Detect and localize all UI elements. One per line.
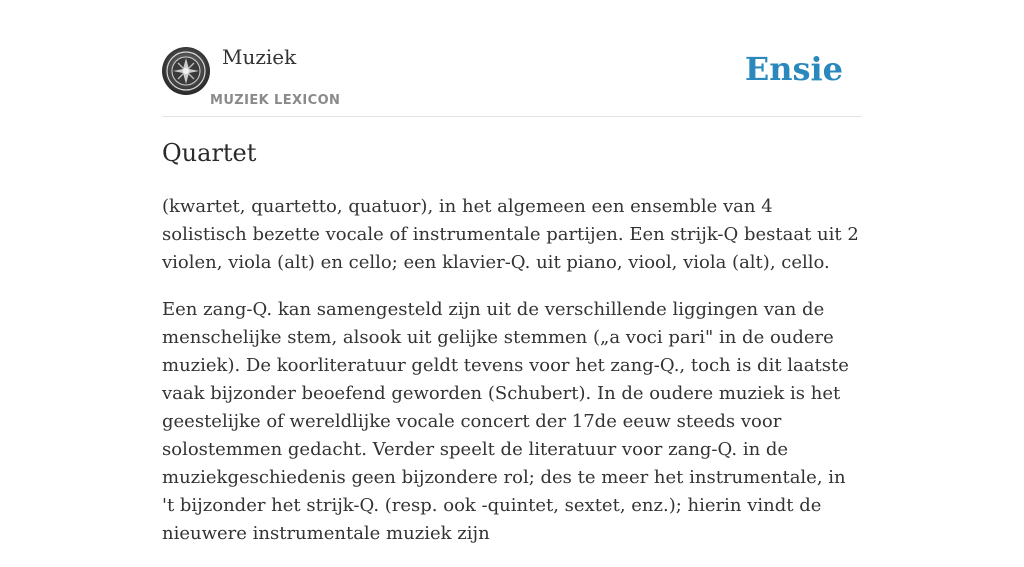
book-cover-image [162,47,210,95]
article-paragraph-2: Een zang-Q. kan samengesteld zijn uit de verschillende liggingen van de menschelijke stem, alsook uit gelijke stemmen („a voci pari" in de oudere muziek). De koorliteratuur geldt tevens voor het zang-Q., toch is dit laatste vaak bijzonder beoefend geworden (Schubert). In de oudere muziek is het geestelijke of wereldlijke vocale concert der 17de eeuw steeds voor solostemmen gedacht. Verder speelt de literatuur voor zang-Q. in de muziekgeschiedenis geen bijzondere rol; des te meer het instrumentale, in 't bijzonder het strijk-Q. (resp. ook -quintet, sextet, enz.); hierin vindt de nieuwere instrumentale muziek zijn [162,299,849,544]
header [162,0,862,117]
article-title: Quartet [162,139,257,167]
ensie-logo[interactable]: Ensie [744,50,843,88]
article-body [162,193,862,567]
article-paragraph-1: (kwartet, quartetto, quatuor), in het algemeen een ensemble van 4 solistisch bezette vocale of instrumentale partijen. Een strijk-Q bestaat uit 2 violen, viola (alt) en cello; een klavier-Q. uit piano, viool, viola (alt), cello. [162,196,859,273]
book-cover-icon[interactable] [162,47,210,95]
book-subtitle: MUZIEK LEXICON [210,93,341,108]
book-title[interactable]: Muziek [222,45,297,69]
